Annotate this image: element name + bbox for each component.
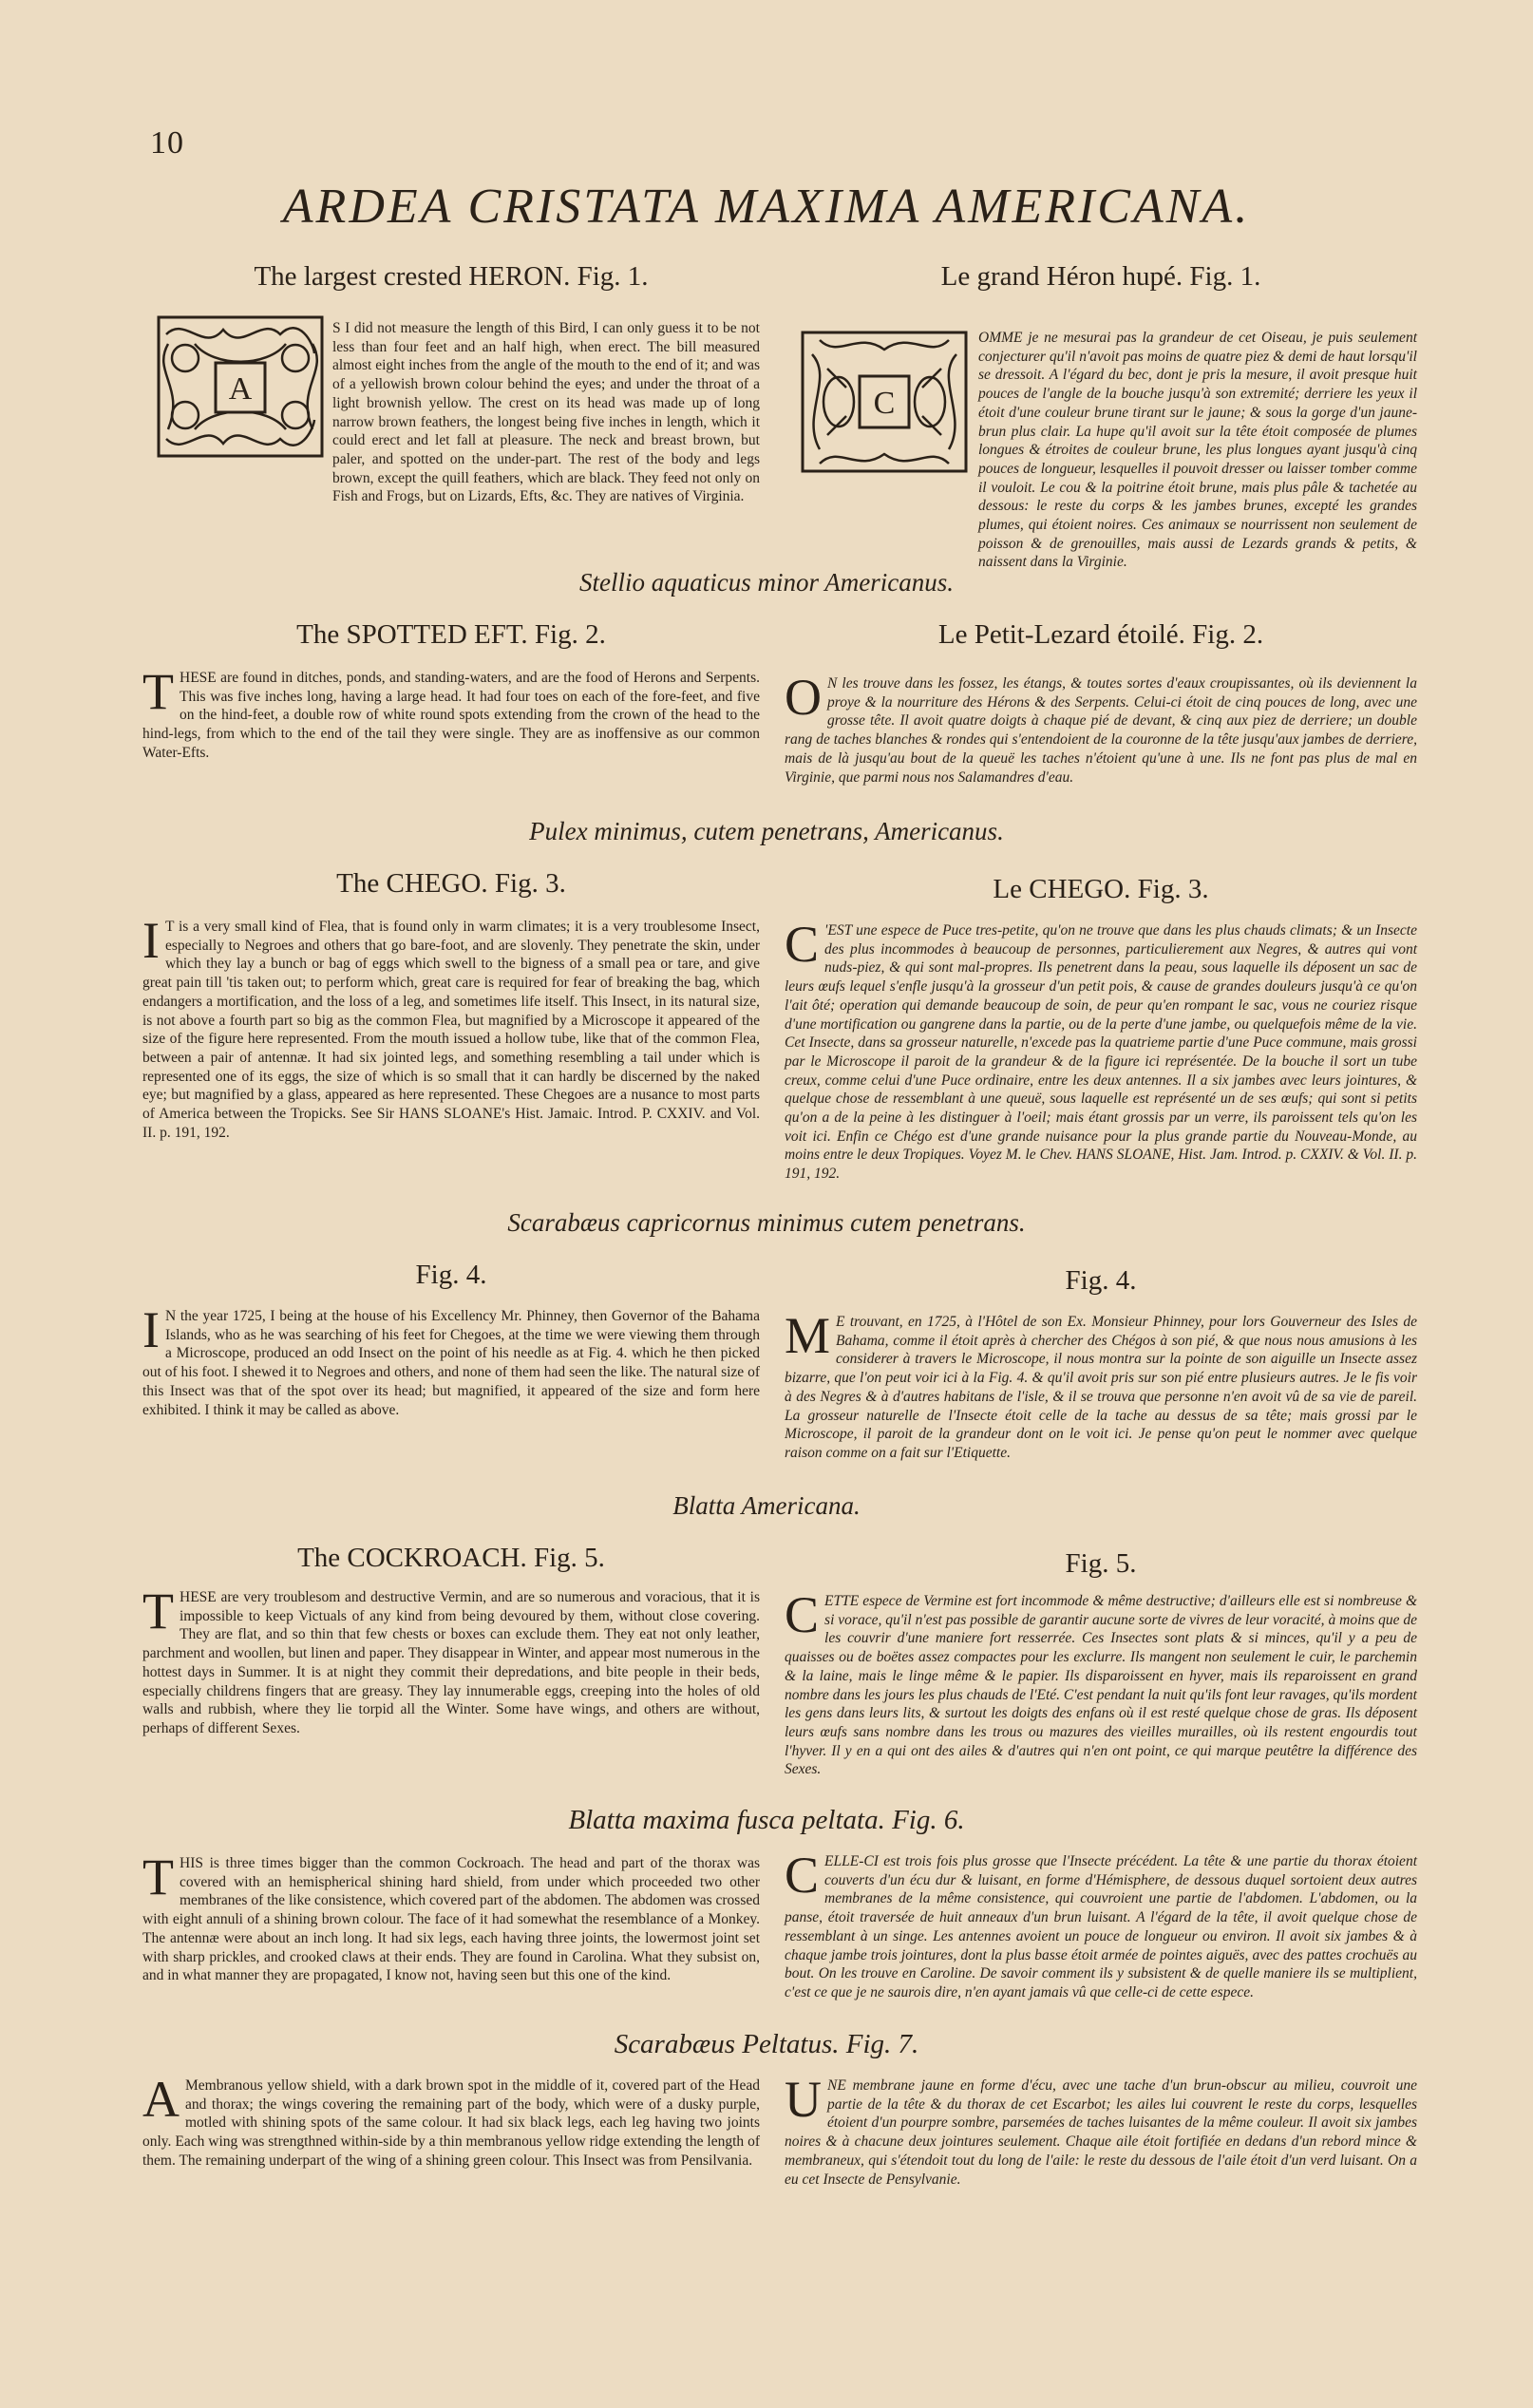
dropcap: T — [142, 1849, 174, 1906]
dropcap: C — [785, 916, 820, 973]
body-text: T is a very small kind of Flea, that is found only in warm climates; it is a very troublesome Insect, especially to Negroes and others that go bare-foot, and are slovenly. They penetrate the skin, under which they lay a bunch or bag of eggs which swell to the bigness of a small pea or tare, and give great pain till 'tis taken out; to perform which, great care is required for fear of breaking the bag, which endangers a mortification, and the loss of a leg, and sometimes life itself. This Insect, in its natural size, is not above a fourth part so big as the common Flea, but magnified by a Microscope it appeared of the size of the figure here represented. From the mouth issued a hollow tube, like that of the common Flea, between a pair of antennæ. It had six jointed legs, and something resembling a tail under which is represented one of its eggs, the size of which is so small that it can hardly be discerned by the naked eye; but magnified by a glass, appeared as here represented. These Chegoes are a nusance to most parts of America between the Tropicks. See Sir HANS SLOANE's Hist. Jamaic. Introd. P. CXXIV. and Vol. II. p. 191, 192. — [142, 919, 760, 1141]
heading-eft-fr: Le Petit-Lezard étoilé. Fig. 2. — [937, 619, 1264, 650]
heading-fig5-fr: Fig. 5. — [1065, 1548, 1137, 1579]
text-fig4-en — [142, 1301, 760, 1419]
text-heron-en: S I did not measure the length of this Bird, I can only guess it to be not less than four feet and an half high, when erect. The bill measured almost eight inches from the angle of the mouth to the end of it; and was of a yellowish brown colour behind the eyes; and under the throat of a light brownish yellow. The crest on its head was made up of long narrow brown feathers, the longest being five inches in length, which it could erect and let fall at pleasure. The neck and breast brown, but paler, and spotted on the under-part. The rest of the body and legs brown, except the quill feathers, which are black. They feed not only on Fish and Frogs, but on Lizards, Efts, &c. They are natives of Virginia. — [332, 320, 760, 505]
heading-fig4-fr: Fig. 4. — [1065, 1265, 1137, 1296]
text-chego-fr — [785, 916, 1417, 1184]
body-text: 'EST une espece de Puce tres-petite, qu'on ne trouve que dans les plus chauds climats; & un Insecte des plus incommodes à beaucoup de personnes, particulierement aux Negres, & autres qui vont nuds-piez, & qui sont mal-propres. Ils penetrent dans la peau, sous laquelle ils déposent un sac de leurs œufs lequel s'enfle jusqu'à la grosseur d'un petit pois, & cause de grandes douleurs jusqu'à ce qu'on l'ait ôté; operation qui demande beaucoup de soin, de peur qu'en rompant le sac, vous ne couriez risque d'une mortification ou gangrene dans la partie, ou de la perte d'une jambe, ou quelquefois même de la vie. Cet Insecte, dans sa grosseur naturelle, n'excede pas la quatrieme partie d'une Puce commune, mais grossi par le Microscope il paroit de la grandeur & de la figure ici représentée. De la bouche il sort un tube creux, comme celui d'une Puce ordinaire, entre les deux antennes. Il a six jambes avec leurs jointures, & quelque chose de ressemblant à une queuë, sous laquelle est représenté un de ses œufs; qui sont si petits qu'on a de la peine à les distinguer à l'oeil; mais étant grossis par un verre, ils paroissent tels qu'on les voit ici. Enfin ce Chégo est d'une grande nuisance pour la plus grande partie du Nouveau-Monde, au moins entre le deux Tropiques. Voyez M. le Chev. HANS SLOANE, Hist. Jam. Introd. p. CXXIV. & Vol. II. p. 191, 192. — [785, 922, 1417, 1183]
latin-title-eft: Stellio aquaticus minor Americanus. — [579, 568, 954, 597]
text-chego-en — [142, 912, 760, 1142]
text-fig7-fr — [785, 2071, 1417, 2189]
heading-chego-fr: Le CHEGO. Fig. 3. — [993, 874, 1209, 904]
heading-heron-en: The largest crested HERON. Fig. 1. — [254, 261, 649, 292]
heading-chego-en: The CHEGO. Fig. 3. — [336, 868, 566, 899]
dropcap: I — [142, 1301, 160, 1358]
heading-cockroach-en: The COCKROACH. Fig. 5. — [297, 1543, 605, 1573]
ornamental-initial-a — [157, 315, 324, 458]
latin-title-chego: Pulex minimus, cutem penetrans, Americanus. — [529, 817, 1004, 845]
dropcap: T — [142, 663, 174, 720]
heading-heron-fr: Le grand Héron hupé. Fig. 1. — [940, 261, 1261, 292]
dropcap: T — [142, 1583, 174, 1640]
text-fig4-fr — [785, 1307, 1417, 1463]
text-fig7-en — [142, 2071, 760, 2171]
body-text: ETTE espece de Vermine est fort incommode & même destructive; d'ailleurs elle est si nombreuse & si vorace, qu'il n'est pas possible de garantir aucune sorte de vivres de leur voracité, à moins que de les couvrir d'une maniere fort resserrée. Ces Insectes sont plats & si minces, qu'il y a peu de quaisses ou de boëtes assez compactes pour les exclurre. Ils mangent non seulement le cuir, le parchemin & la laine, mais le linge même & le papier. Ils disparoissent en hyver, mais ils reparoissent en grand nombre dans les jours les plus chauds de l'Eté. C'est pendant la nuit qu'ils font leur ravages, qu'ils mordent les gens dans leurs lits, & surtout les doigts des enfans où il est resté quelque chose de gras. Ils déposent leurs œufs sans nombre dans les trous ou mazures des vieilles murailles, où ils restent engourdis tout l'hyver. Il y en a qui ont des ailes & d'autres qui n'en ont point, ce qui marque peutêtre la différence des Sexes. — [785, 1593, 1417, 1778]
body-text: N the year 1725, I being at the house of his Excellency Mr. Phinney, then Governor of the Bahama Islands, who as he was searching of his feet for Chegoes, at the time we were viewing them through a Microscope, produced an odd Insect on the point of his needle as at Fig. 4. which he then picked out of his foot. I shewed it to Negroes and others, and none of them had seen the like. The natural size of this Insect was that of the spot over its head; but magnified, it appeared of the size and form here exhibited. I think it may be called as above. — [142, 1308, 760, 1418]
body-text: HESE are found in ditches, ponds, and standing-waters, and are the food of Herons and Serpents. This was five inches long, having a large head. It had four toes on each of the fore-feet, and five on the hind-feet, a double row of white round spots extending from the crown of the head to the hind-legs, from which to the end of the tail they were single. They are as inoffensive as our common Water-Efts. — [142, 670, 760, 761]
main-title: ARDEA CRISTATA MAXIMA AMERICANA. — [282, 180, 1251, 234]
text-eft-en — [142, 663, 760, 763]
latin-title-peltatus: Scarabæus Peltatus. Fig. 7. — [614, 2029, 919, 2059]
ornament-letter-c: C — [873, 386, 896, 421]
dropcap: U — [785, 2071, 822, 2128]
heading-eft-en: The SPOTTED EFT. Fig. 2. — [296, 619, 606, 650]
latin-title-blatta: Blatta Americana. — [672, 1491, 861, 1520]
dropcap: O — [785, 669, 822, 726]
text-cockroach-en — [142, 1583, 760, 1738]
dropcap: M — [785, 1307, 831, 1364]
ornament-letter-a: A — [228, 371, 253, 407]
dropcap: I — [142, 912, 160, 969]
dropcap: A — [142, 2071, 180, 2128]
body-text: Membranous yellow shield, with a dark brown spot in the middle of it, covered part of the Head and thorax; the wings covering the remaining part of the body, which were of a dusky purple, motled with shining spots of the same colour. It had six black legs, each leg having two joints only. Each wing was strengthned within-side by a thin membranous yellow ridge extending the length of them. The remaining underpart of the wing of a shining green colour. This Insect was from Pensilvania. — [142, 2077, 760, 2169]
latin-title-scarabaeus: Scarabæus capricornus minimus cutem penetrans. — [507, 1208, 1026, 1237]
body-text: ELLE-CI est trois fois plus grosse que l'Insecte précédent. La tête & une partie du thorax étoient couverts d'un écu dur & luisant, en forme d'Hémisphere, de dessous duquel sortoient deux autres membranes de la même consistence, qui couvroient une partie de l'abdomen. L'abdomen, ou la panse, étoit traversée de huit anneaux d'un brun luisant. A l'égard de la tête, il avoit quelque chose de ressemblant à un singe. Les antennes avoient un pouce de longueur ou environ. Il avoit six jambes & à chaque jambe trois jointures, dont la plus basse étoit armée de pointes aiguës, avec des pattes crochuës au bout. On les trouve en Caroline. De savoir comment ils y subsistent & de quelle maniere ils se multiplient, c'est ce que je ne saurois dire, n'en ayant jamais vû que celle-ci de cette espece. — [785, 1853, 1417, 2000]
body-text: HIS is three times bigger than the common Cockroach. The head and part of the thorax was covered with an hemispherical shining hard shield, from under which proceeded two other membranes of the like consistence, which covered part of the abdomen. The abdomen was crossed with eight annuli of a shining brown colour. The face of it had somewhat the resemblance of a Monkey. The antennæ were about an inch long. It had six legs, each having three joints, the lowermost joint set with sharp prickles, and crooked claws at their ends. They are found in Carolina. What they subsist on, and in what manner they are propagated, I know not, having seen but this one of the kind. — [142, 1855, 760, 1984]
heading-fig4-en: Fig. 4. — [415, 1260, 487, 1290]
text-eft-fr — [785, 669, 1417, 787]
text-fig6-en — [142, 1849, 760, 1985]
text-cockroach-fr — [785, 1586, 1417, 1779]
body-text: N les trouve dans les fossez, les étangs, & toutes sortes d'eaux croupissantes, où ils deviennent la proye & la nourriture des Hérons & des Serpents. Celui-ci étoit de cinq pouces de long, avec une grosse tête. Il avoit quatre doigts à chaque pié de devant, & cinq aux piez de derriere; un double rang de taches blanches & rondes qui s'entendoient de la couronne de la tête jusqu'aux jambes de derriere, mais de là jusqu'au bout de la queuë les taches n'étoient qu'une à une. Ils ne font pas plus de mal en Virginie, que parmi nous nos Salamandres d'eau. — [785, 675, 1417, 786]
dropcap: C — [785, 1586, 820, 1643]
body-text: E trouvant, en 1725, à l'Hôtel de son Ex. Monsieur Phinney, pour lors Gouverneur des Isles de Bahama, comme il étoit après à chercher des Chégos à son pié, & que nous nous amusions à les considerer à travers le Microscope, il nous montra sur la pointe de son aiguille un Insecte assez bizarre, que l'on peut voir ici à la Fig. 4. & qu'il avoit pris sur son pié entre plusieurs autres. Je le fis voir à des Negres & à d'autres habitans de l'isle, & il se trouva que personne n'en avoit vû de sa vie de pareil. La grosseur naturelle de l'Insecte étoit celle de la tache au dessus de sa tête; mais grossi par le Microscope, il paroit de la grandeur dont on le voit ici. Je pense qu'on peut le nommer avec quelque raison comme on a fait sur l'Etiquette. — [785, 1314, 1417, 1461]
dropcap: C — [785, 1847, 820, 1904]
body-text: NE membrane jaune en forme d'écu, avec une tache d'un brun-obscur au milieu, couvroit une partie de la tête & du thorax de cet Escarbot; les ailes lui couvrent le reste du corps, lesquelles étoient d'un pourpre sombre, parsemées de taches luisantes de la même couleur. Il avoit six jambes noires & à chacune deux jointures seulement. Chaque aile étoit fortifiée en dedans d'un rebord mince & membraneux, qui s'étendoit tout du long de l'aile: le reste du dessous de l'aile étoit d'un verd luisant. On a eu cet Insecte de Pensylvanie. — [785, 2077, 1417, 2188]
ornamental-initial-c — [801, 331, 968, 473]
latin-title-blatta-maxima: Blatta maxima fusca peltata. Fig. 6. — [568, 1805, 965, 1835]
body-text: HESE are very troublesom and destructive Vermin, and are so numerous and voracious, that it is impossible to keep Victuals of any kind from being devoured by them, without close covering. They are flat, and so thin that few chests or boxes can exclude them. They eat not only leather, parchment and woollen, but linen and paper. They disappear in Winter, and appear most numerous in the hottest days in Summer. It is at night they commit their depredations, and bite people in their beds, especially childrens fingers that are greasy. They lay innumerable eggs, creeping into the holes of old walls and rubbish, where they lie torpid all the Winter. Some have wings, and others are without, perhaps of different Sexes. — [142, 1589, 760, 1736]
text-fig6-fr — [785, 1847, 1417, 2002]
page-number: 10 — [150, 125, 184, 161]
text-heron-fr: OMME je ne mesurai pas la grandeur de cet Oiseau, je puis seulement conjecturer qu'il n'avoit pas moins de quatre piez & demi de haut lorsqu'il se dressoit. A l'égard du bec, dont je pris la mesure, il avoit presque huit pouces de l'angle de la bouche jusqu'à son extremité; derriere les yeux il étoit d'une couleur brune tirant sur le jaune; & sous la gorge d'un jaune-brun plus clair. La hupe qu'il avoit sur la tête étoit composée de plumes longues & étroites de couleur brune, les plus longues ayant jusqu'à cinq pouces de longueur, lesquelles il pouvoit dresser ou laisser tomber comme il vouloit. Le cou & la poitrine étoit brune, mais plus pâle & tachetée au dessous: le reste du corps & les jambes brunes, excepté les grandes plumes, qui étoient noires. Ces animaux se nourrissent non seulement de poisson & de grenouilles, mais aussi de Lezards grands & petits, & naissent dans la Virginie. — [978, 330, 1417, 571]
